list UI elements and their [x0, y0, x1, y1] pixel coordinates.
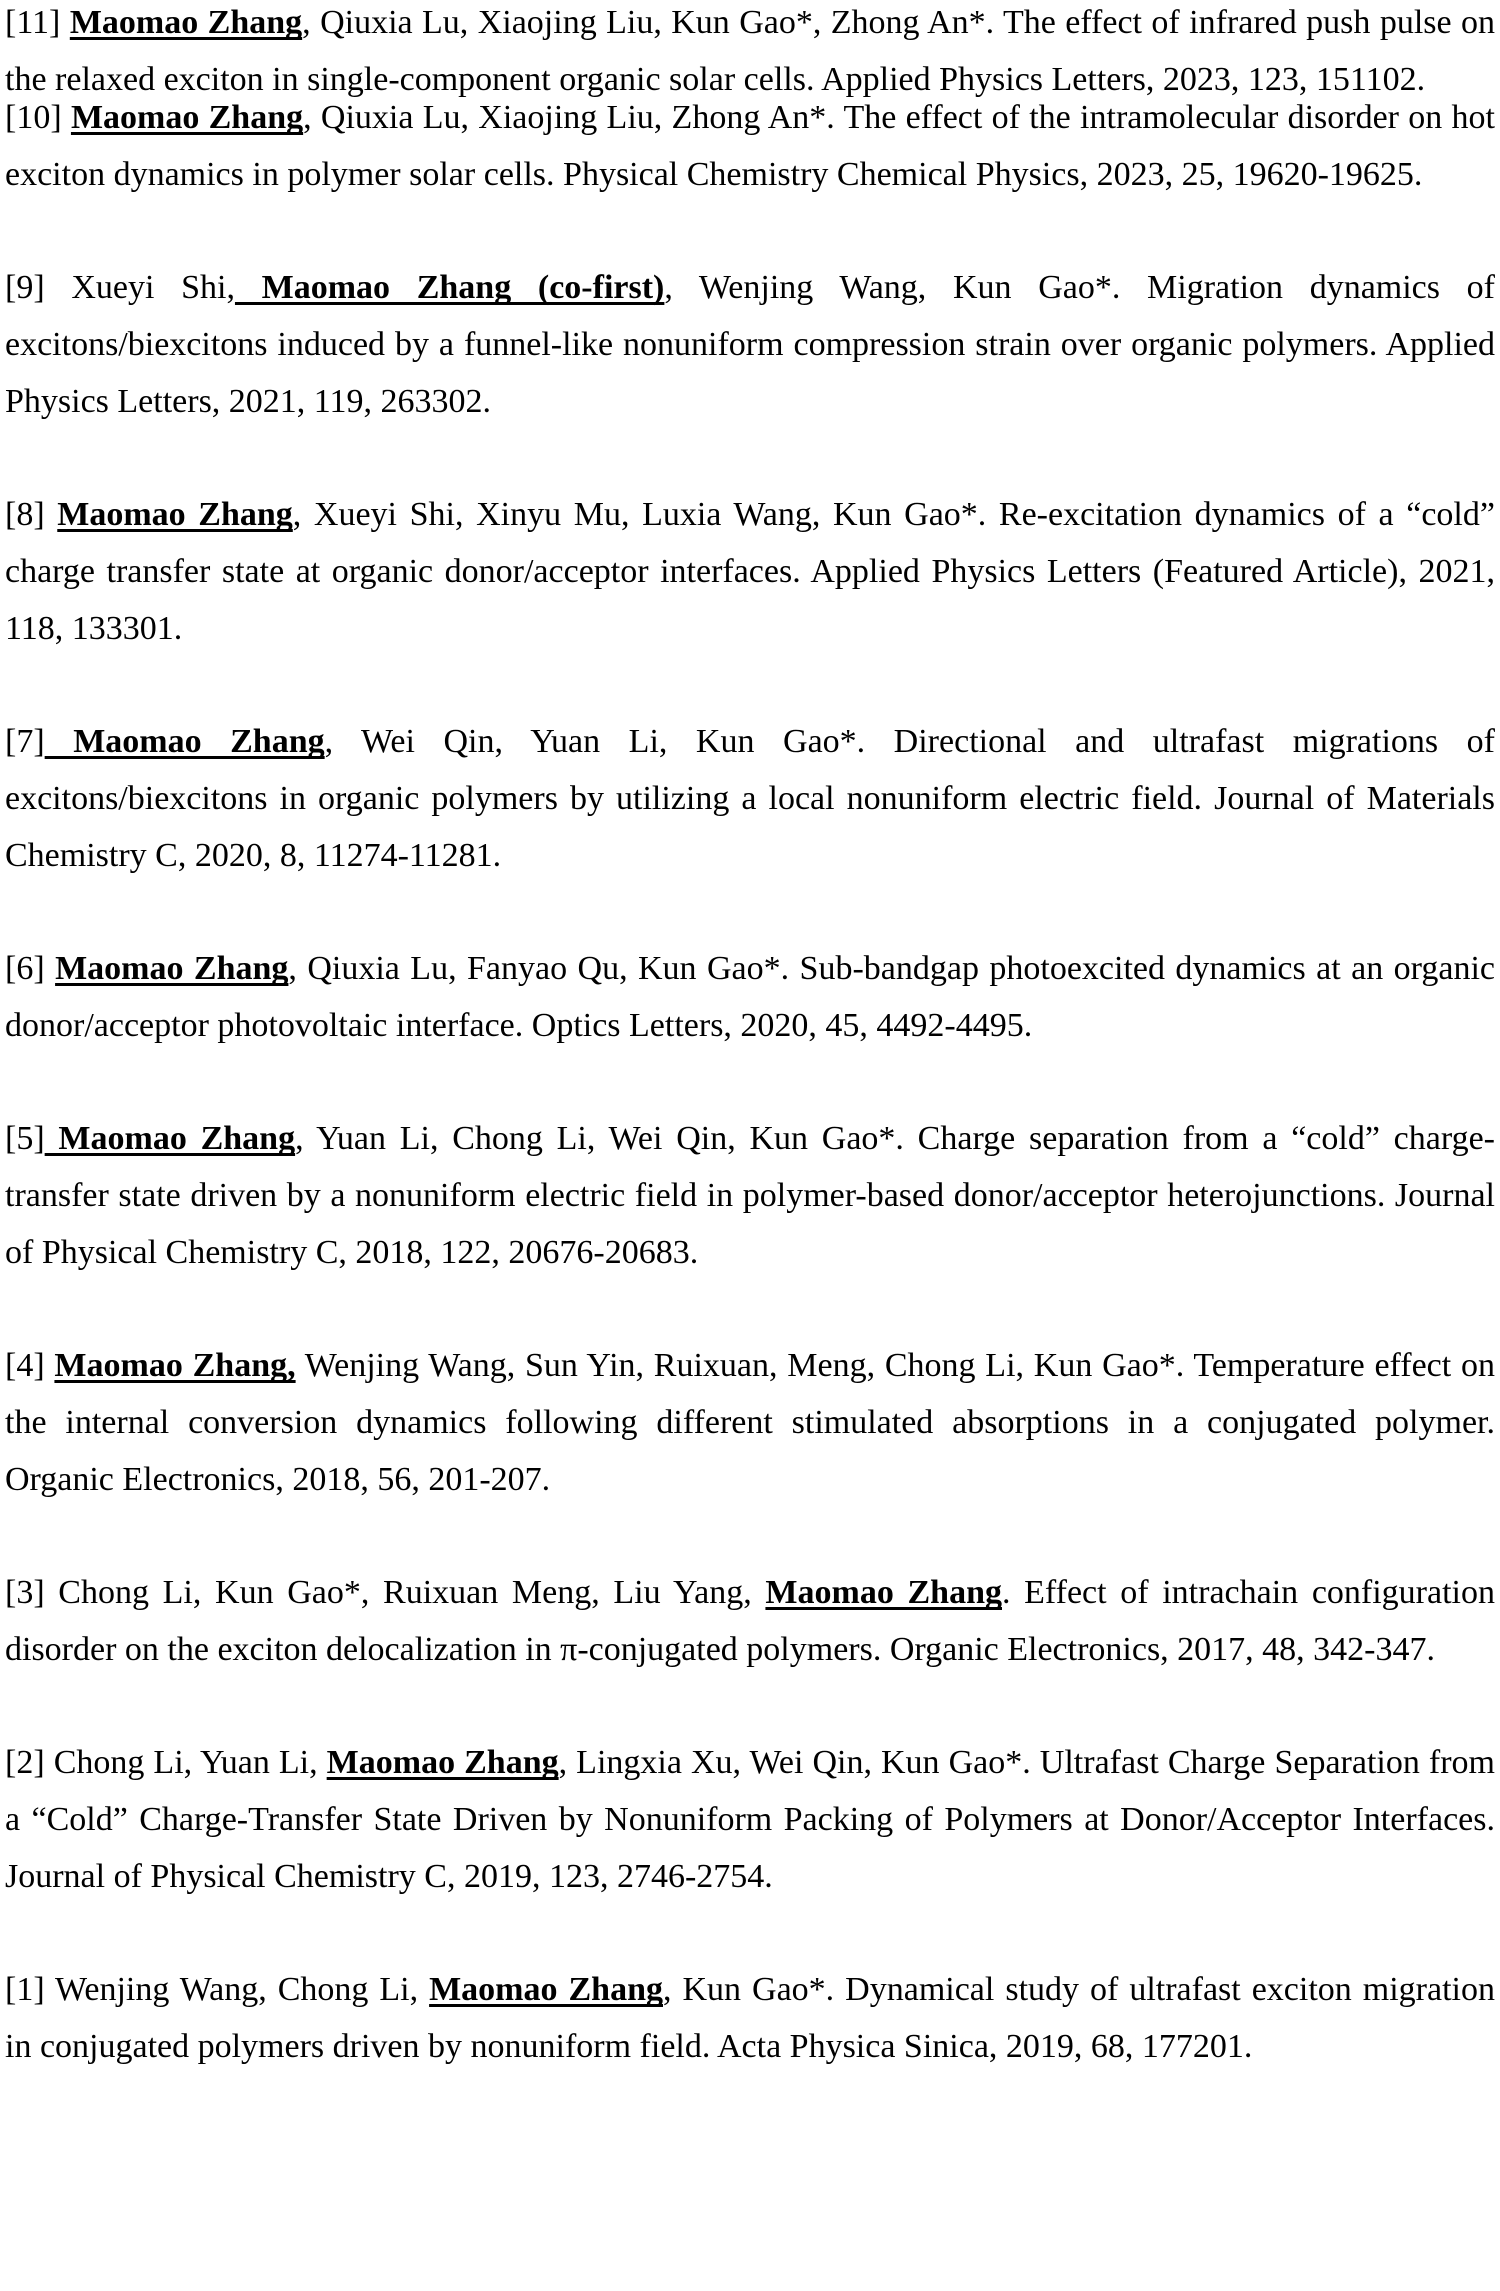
author-name-highlight: Maomao Zhang: [765, 1574, 1002, 1611]
author-name-highlight: Maomao Zhang,: [54, 1347, 296, 1384]
reference-item-10: [5, 89, 1495, 203]
reference-text: , Wei Qin, Yuan Li, Kun Gao*. Directional and ultrafast migrations of excitons/biexcitons in organic polymers by utilizing a local nonuniform electric field. Journal of Materials Chemistry C, 2020, 8, 11274-11281.: [5, 723, 1495, 874]
reference-text: [7]: [5, 723, 45, 760]
author-name-highlight: Maomao Zhang: [326, 1744, 559, 1781]
reference-text: [3] Chong Li, Kun Gao*, Ruixuan Meng, Liu Yang,: [5, 1574, 766, 1611]
reference-text: [9] Xueyi Shi,: [5, 269, 235, 306]
author-name-highlight: Maomao Zhang (co-first): [234, 269, 665, 306]
reference-item-5: [5, 1110, 1495, 1281]
reference-text: Wenjing Wang, Sun Yin, Ruixuan, Meng, Chong Li, Kun Gao*. Temperature effect on the internal conversion dynamics following different stimulated absorptions in a conjugated polymer. Organic Electronics, 2018, 56, 201-207.: [5, 1347, 1495, 1498]
reference-text: . Effect of intrachain configuration disorder on the exciton delocalization in π-conjugated polymers. Organic Electronics, 2017, 48, 342-347.: [5, 1574, 1495, 1668]
reference-item-4: [5, 1337, 1495, 1508]
reference-item-2: [5, 1734, 1495, 1905]
reference-item-7: [5, 713, 1495, 884]
reference-list: [5, 0, 1495, 2075]
reference-text: , Wenjing Wang, Kun Gao*. Migration dynamics of excitons/biexcitons induced by a funnel-like nonuniform compression strain over organic polymers. Applied Physics Letters, 2021, 119, 263302.: [5, 269, 1495, 420]
reference-item-8: [5, 486, 1495, 657]
reference-item-9: [5, 259, 1495, 430]
reference-text: , Qiuxia Lu, Fanyao Qu, Kun Gao*. Sub-bandgap photoexcited dynamics at an organic donor/acceptor photovoltaic interface. Optics Letters, 2020, 45, 4492-4495.: [5, 950, 1495, 1044]
reference-text: [5]: [5, 1120, 45, 1157]
reference-text: , Qiuxia Lu, Xiaojing Liu, Kun Gao*, Zhong An*. The effect of infrared push pulse on the relaxed exciton in single-component organic solar cells. Applied Physics Letters, 2023, 123, 151102.: [5, 4, 1496, 98]
reference-text: [4]: [5, 1347, 55, 1384]
author-name-highlight: Maomao Zhang: [70, 99, 304, 136]
reference-text: , Xueyi Shi, Xinyu Mu, Luxia Wang, Kun Gao*. Re-excitation dynamics of a “cold” charge transfer state at organic donor/acceptor interfaces. Applied Physics Letters (Featured Article), 2021, 118, 133301.: [5, 496, 1495, 647]
reference-text: , Kun Gao*. Dynamical study of ultrafast exciton migration in conjugated polymers driven by nonuniform field. Acta Physica Sinica, 2019, 68, 177201.: [5, 1971, 1495, 2065]
reference-text: , Qiuxia Lu, Xiaojing Liu, Zhong An*. The effect of the intramolecular disorder on hot exciton dynamics in polymer solar cells. Physical Chemistry Chemical Physics, 2023, 25, 19620-19625.: [5, 99, 1495, 193]
author-name-highlight: Maomao Zhang: [44, 1120, 296, 1157]
author-name-highlight: Maomao Zhang: [429, 1971, 663, 2008]
reference-item-1: [5, 1961, 1495, 2075]
reference-text: [8]: [5, 496, 58, 533]
reference-text: [1] Wenjing Wang, Chong Li,: [5, 1971, 430, 2008]
reference-item-3: [5, 1564, 1495, 1678]
reference-text: [11]: [5, 4, 70, 41]
reference-text: [2] Chong Li, Yuan Li,: [5, 1744, 327, 1781]
reference-text: [6]: [5, 950, 56, 987]
reference-item-6: [5, 940, 1495, 1054]
reference-text: , Yuan Li, Chong Li, Wei Qin, Kun Gao*. Charge separation from a “cold” charge-transfer state driven by a nonuniform electric field in polymer-based donor/acceptor heterojunctions. Journal of Physical Chemistry C, 2018, 122, 20676-20683.: [5, 1120, 1495, 1271]
reference-text: [10]: [5, 99, 71, 136]
reference-text: , Lingxia Xu, Wei Qin, Kun Gao*. Ultrafast Charge Separation from a “Cold” Charge-Transfer State Driven by Nonuniform Packing of Polymers at Donor/Acceptor Interfaces. Journal of Physical Chemistry C, 2019, 123, 2746-2754.: [5, 1744, 1495, 1895]
author-name-highlight: Maomao Zhang: [55, 950, 289, 987]
author-name-highlight: Maomao Zhang: [69, 4, 303, 41]
author-name-highlight: Maomao Zhang: [57, 496, 293, 533]
author-name-highlight: Maomao Zhang: [44, 723, 325, 760]
